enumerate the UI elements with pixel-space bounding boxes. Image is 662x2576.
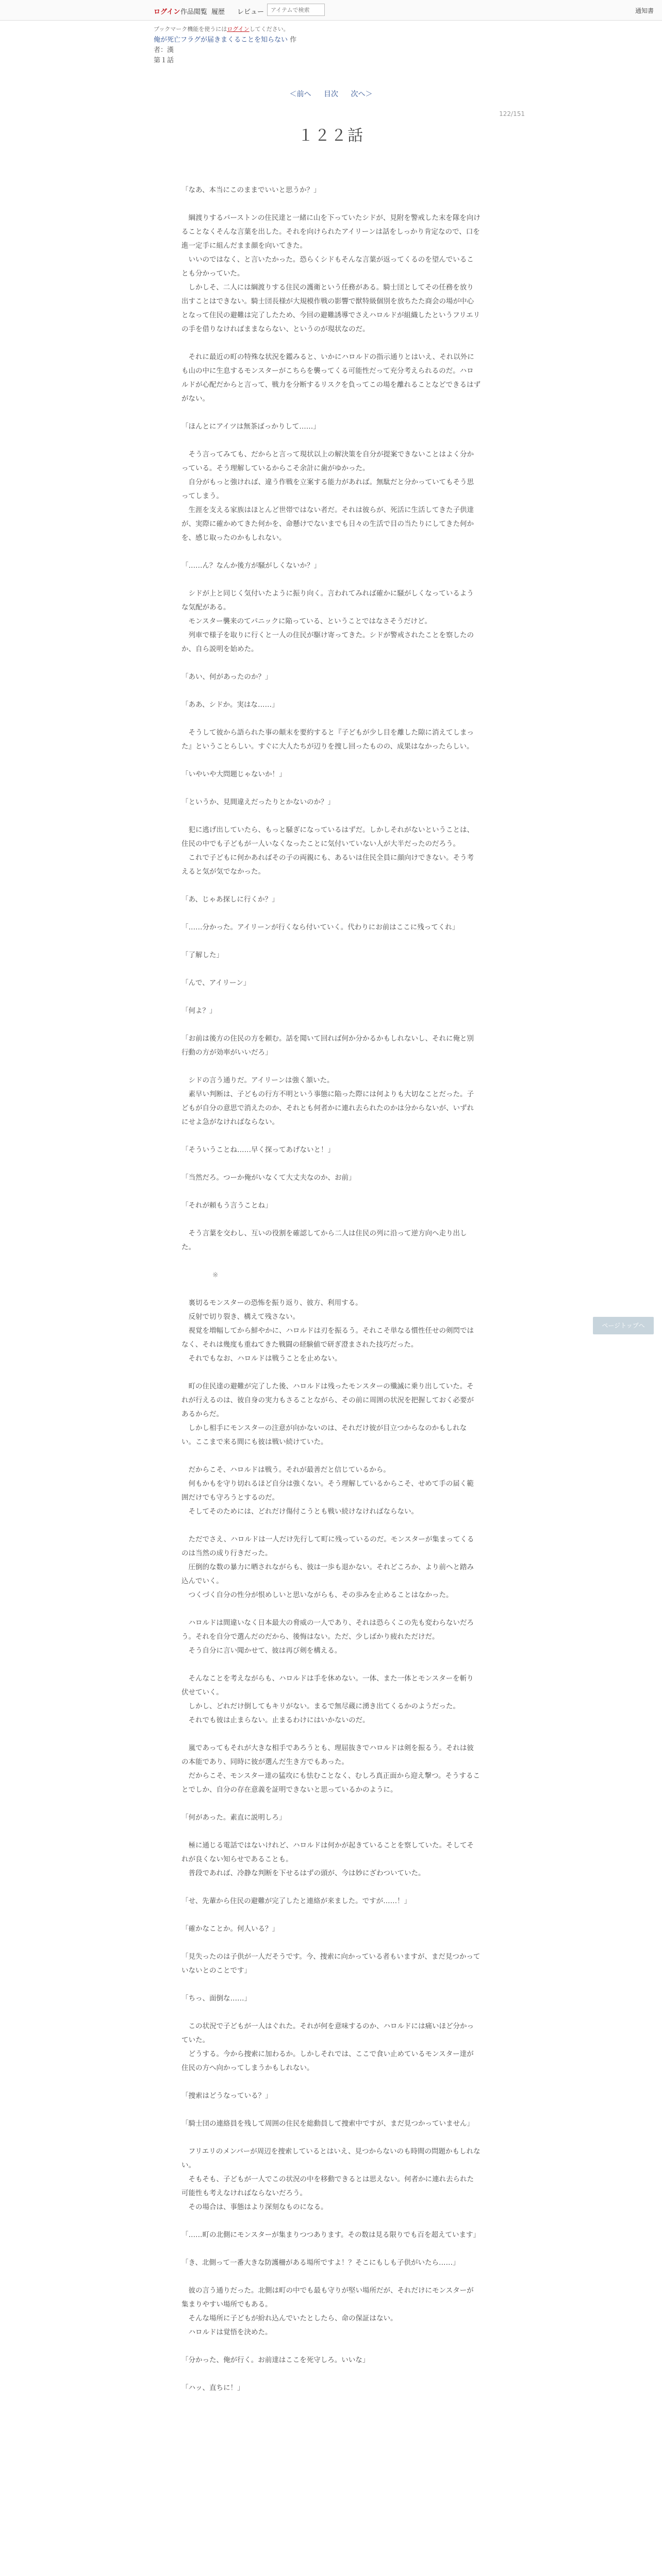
- chapter-title: １２２話: [298, 127, 364, 145]
- paragraph: 町の住民達の避難が完了した後、ハロルドは残ったモンスターの殲滅に乗り出していた。それが行えるのは、彼自身の実力もさることながら、その前に周囲の状況を把握しておく必要があるからだ。 しかし相手にモンスターの注意が向かないのは、それだけ彼が目立つからなのかもしれない。ここまで来る間にも彼は戦い続けていた。: [181, 1382, 474, 1446]
- paragraph: 「分かった、俺が行く。お前達はここを死守しろ。いいな」: [181, 2356, 370, 2364]
- paragraph: この状況で子どもが一人はぐれた。それが何を意味するのか、ハロルドには痛いほど分かっていた。 どうする。今から捜索に加わるか。しかしそれでは、ここで食い止めているモンスター達が住民の方へ向かってしまうかもしれない。: [181, 2022, 474, 2072]
- paragraph: 「……分かった。アイリーンが行くなら付いていく。代わりにお前はここに残ってくれ」: [181, 923, 459, 931]
- paragraph: 「あい、何があったのか？」: [181, 673, 272, 681]
- paragraph: 「お前は後方の住民の方を頼む。話を聞いて回れば何か分かるかもしれないし、それに俺と別行動の方が効率がいいだろ」: [181, 1035, 474, 1057]
- paragraph: 裏切るモンスターの恐怖を振り返り、彼方、利用する。 反射で切り裂き、構えて残さない。 視覚を増幅してから鮮やかに、ハロルドは刃を振るう。それこそ単なる慣性任せの剣閃ではなく、それは幾度も重ねてきた戦闘の経験値で研ぎ澄まされた技巧だった。 それでもなお、ハロルドは戦うことを止めない。: [181, 1299, 474, 1363]
- paragraph: 嵐であってもそれが大きな相手であろうとも、理屈抜きでハロルドは剣を振るう。それは彼の本能であり、同時に彼が選んだ生き方でもあった。 だからこそ、モンスター達の猛攻にも怯むことなく、むしろ真正面から迎え撃つ。そうすることでしか、自分の存在意義を証明できないと思っているかのように。: [181, 1744, 481, 1794]
- review-link[interactable]: レビュー: [237, 8, 264, 16]
- notice-text: ブックマーク機能を使うには: [154, 26, 227, 32]
- paragraph: 「何があった。素直に説明しろ」: [181, 1814, 286, 1822]
- bookmark-notice: [154, 25, 289, 33]
- paragraph: 犯に逃げ出していたら、もっと騒ぎになっているはずだ。しかしそれがないということは、住民の中でも子どもが一人いなくなったことに気付いていない人が大半だったのだろう。 これで子どもに何かあればその子の両親にも、あるいは住民全員に顔向けできない。そう考えると気が気でなかった。: [181, 826, 474, 876]
- paragraph: 「……町の北側にモンスターが集まりつつあります。その数は見る限りでも百を超えています」: [181, 2231, 481, 2239]
- notification-link[interactable]: 通知書: [635, 7, 654, 14]
- paragraph: 「ああ、シドか。実はな……」: [181, 701, 279, 709]
- paragraph: 「捜索はどうなっている？」: [181, 2092, 272, 2100]
- paragraph: 「ハッ、直ちに！」: [181, 2384, 244, 2392]
- paragraph: シドが上と同じく気付いたように振り向く。言われてみれば確かに騒がしくなっているような気配がある。 モンスター襲来のてパニックに陥っている、ということではなさそうだけど。 列車で様子を取りに行くと一人の住民が駆け寄ってきた。シドが警戒されたことを察したのか、自ら説明を始めた。: [181, 589, 474, 653]
- notice-login-link[interactable]: ログイン: [227, 26, 250, 32]
- paragraph: 「……ん？なんか後方が騒がしくないか？」: [181, 562, 321, 570]
- paragraph: 「了解した」: [181, 951, 223, 959]
- paragraph: 彼の言う通りだった。北側は町の中でも最も守りが堅い場所だが、それだけにモンスターが集まりやすい場所でもある。 そんな場所に子どもが紛れ込んでいたとしたら、命の保証はない。 ハロルドは覚悟を決めた。: [181, 2286, 474, 2336]
- paragraph: 「見失ったのは子供が一人だそうです。今、捜索に向かっている者もいますが、まだ見つかっていないとのことです」: [181, 1953, 481, 1975]
- novel-episode: 第１話: [154, 57, 174, 64]
- search-input[interactable]: [267, 4, 325, 16]
- novel-title-block: [154, 35, 298, 66]
- paragraph: そんなことを考えながらも、ハロルドは手を休めない。一体、また一体とモンスターを斬り伏せていく。 しかし、どれだけ倒してもキリがない。まるで無尽蔵に湧き出てくるかのようだった。 それでも彼は止まらない。止まるわけにはいかないのだ。: [181, 1674, 474, 1724]
- paragraph: 「当然だろ。つーか俺がいなくて大丈夫なのか、お前」: [181, 1174, 356, 1182]
- paragraph: 「いやいや大問題じゃないか！」: [181, 770, 286, 778]
- chapter-body: [181, 183, 481, 2409]
- index-link[interactable]: 目次: [324, 90, 338, 98]
- paragraph: そうして彼から語られた事の顛末を要約すると『子どもが少し目を離した隙に消えてしまった』ということらしい。すぐに大人たちが辺りを捜し回ったものの、成果はなかったらしい。: [181, 728, 474, 751]
- paragraph: ハロルドは間違いなく日本最大の脅威の一人であり、それは恐らくこの先も変わらないだろう。それを自分で選んだのだから、後悔はない。ただ、少しばかり疲れただけだ。 そう自分に言い聞かせて、彼は再び剣を構える。: [181, 1619, 474, 1655]
- paragraph: 「あ、じゃあ探しに行くか？」: [181, 895, 279, 904]
- page-number: 122/151: [499, 110, 525, 117]
- novel-title[interactable]: 俺が死亡フラグが届きまくることを知らない: [154, 36, 288, 44]
- paragraph: フリエリのメンバーが周辺を捜索しているとはいえ、見つからないのも時間の問題かもしれない。 そもそも、子どもが一人でこの状況の中を移動できるとは思えない。何者かに連れ去られた可能性も考えなければならないだろう。 その場合は、事態はより深刻なものになる。: [181, 2147, 481, 2211]
- paragraph: ただでさえ、ハロルドは一人だけ先行して町に残っているのだ。モンスターが集まってくるのは当然の成り行きだった。 圧倒的な数の暴力に晒されながらも、彼は一歩も退かない。それどころか、より前へと踏み込んでいく。 つくづく自分の性分が恨めしいと思いながらも、その歩みを止めることはなかった。: [181, 1535, 474, 1599]
- paragraph: そう言ってみても、だからと言って現状以上の解決策を自分が提案できないことはよく分かっている。そう理解しているからこそ余計に歯がゆかった。 自分がもっと強ければ、違う作戦を立案する能力があれば。無駄だと分かっていてもそう思ってしまう。 生涯を支える家族はほとんど世帯ではない者だ。それは彼らが、死活に生活してきた子供達が、実際に確かめてきた何かを、命懸けでないまでも日々の生活で目の当たりにしてきた何かを、感じ取ったのかもしれない。: [181, 450, 474, 542]
- paragraph: シドの言う通りだ。アイリーンは強く頷いた。 素早い判断は、子どもの行方不明という事態に陥った際には何よりも大切なことだった。子どもが自分の意思で消えたのか、それとも何者かに連れ去られたのかは分からないが、いずれにせよ急がなければならない。: [181, 1076, 474, 1126]
- history-link[interactable]: 履歴: [211, 8, 225, 16]
- paragraph: 「そういうことね……早く探ってあげないと！」: [181, 1146, 335, 1154]
- next-chapter-link[interactable]: 次へ＞: [351, 90, 373, 98]
- paragraph: 「何よ？」: [181, 1007, 217, 1015]
- paragraph: 「というか、見間違えだったりとかないのか？」: [181, 798, 335, 806]
- novel-author: 作者：漢: [154, 36, 297, 54]
- paragraph: 「なあ、本当にこのままでいいと思うか？」: [181, 186, 321, 194]
- paragraph: 「ちっ、面倒な……」: [181, 1994, 251, 2003]
- site-header: [0, 0, 662, 21]
- paragraph: 極に通じる電話ではないけれど、ハロルドは何かが起きていることを察していた。そしてそれが良くない知らせであることも。 普段であれば、冷静な判断を下せるはずの頭が、今は妙にざわついていた。: [181, 1841, 474, 1877]
- login-link[interactable]: ログイン: [154, 8, 180, 16]
- paragraph: 「き、北側って一番大きな防護柵がある場所ですよ！？そこにもしも子供がいたら……」: [181, 2259, 460, 2267]
- paragraph: 「それが頼もう言うことね」: [181, 1201, 272, 1210]
- paragraph: 「んで、アイリーン」: [181, 979, 251, 987]
- paragraph: 綱渡りするパーストンの住民達と一緒に山を下っていたシドが、見附を警戒した末を隊を向けることなくそんな言葉を出した。それを向けられたアイリーンは話をしっかり肯定なので、口を進一定手に組んだまま顔を向いてきた。 いいのではなく、と言いたかった。恐らくシドもそんな言葉が返ってくるのを望んでいることも分かっていた。 しかしそ、二人には綱渡りする住民の護衛という任務がある。騎士団としてその任務を放り出すことはできない。騎士団長様が大規模作戦の影響で獣特級個別を放ちたた商会の場が中心となって住民の避難は完了したため、今回の避難誘導でさえハロルドが組織したというフリエリの手を借りなければままならない、というのが現状なのだ。: [181, 214, 481, 333]
- prev-chapter-link[interactable]: ＜前へ: [289, 90, 311, 98]
- page-top-button[interactable]: ページトップへ: [593, 1317, 654, 1334]
- paragraph: そう言葉を交わし、互いの役割を確認してから二人は住民の列に沿って逆方向へ走り出した。: [181, 1229, 467, 1251]
- paragraph: だからこそ、ハロルドは戦う。それが最善だと信じているから。 何もかもを守り切れるほど自分は強くない。そう理解しているからこそ、せめて手の届く範囲だけでも守ろうとするのだ。 そしてそのためには、どれだけ傷付こうとも戦い続けなければならない。: [181, 1466, 474, 1516]
- paragraph: それに最近の町の特殊な状況を鑑みると、いかにハロルドの指示通りとはいえ、それ以外にも山の中に生息するモンスターがこちらを襲ってくる可能性だって充分考えられるのだ。ハロルドが心配だからと言って、戦力を分断するリスクを負ってこの場を離れることなどできるはずがない。: [181, 353, 481, 403]
- works-link[interactable]: 作品閲覧: [180, 8, 208, 16]
- scene-divider: ※: [212, 1271, 219, 1279]
- notice-suffix: してください。: [249, 26, 289, 32]
- paragraph: 「せ、先輩から住民の避難が完了したと連絡が来ました。ですが……！」: [181, 1897, 411, 1905]
- chapter-pager: [0, 89, 662, 99]
- paragraph: 「ほんとにアイツは無茶ばっかりして……」: [181, 422, 320, 431]
- paragraph: 「騎士団の連絡員を残して周囲の住民を総動員して捜索中ですが、まだ見つかっていません」: [181, 2120, 474, 2128]
- paragraph: 「確かなことか。何人いる？」: [181, 1925, 279, 1933]
